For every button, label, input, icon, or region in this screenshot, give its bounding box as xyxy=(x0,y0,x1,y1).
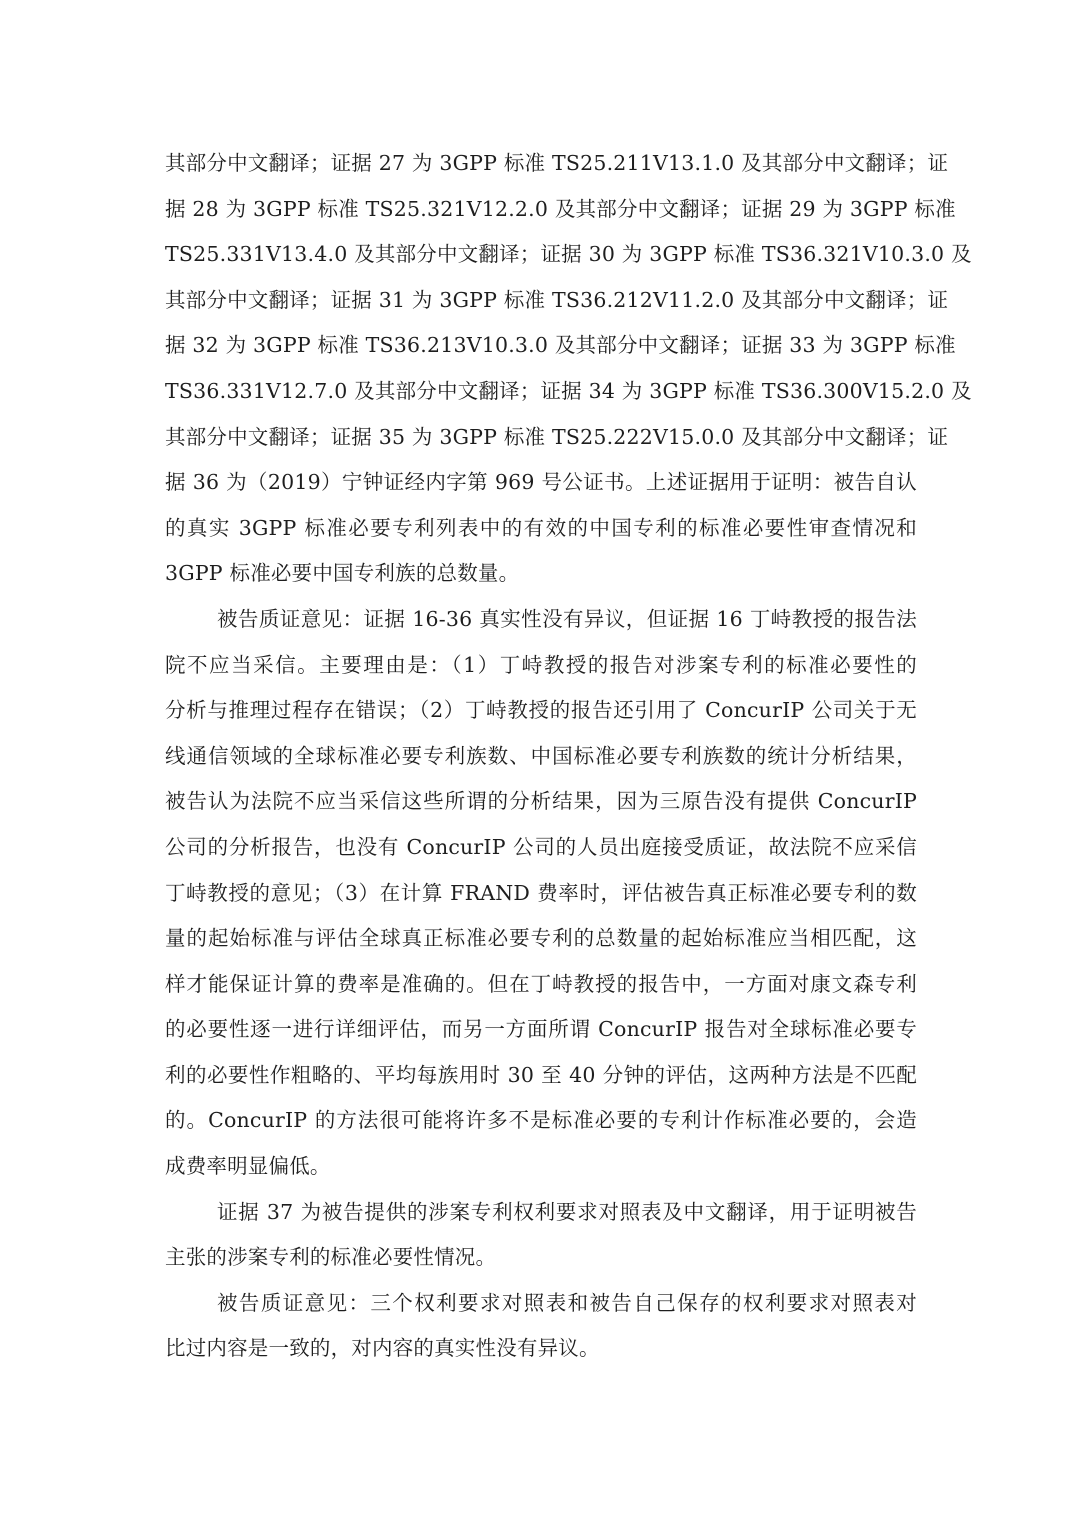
text-line: 其部分中文翻译；证据 27 为 3GPP 标准 TS25.211V13.1.0 及其部分中文翻译；证 xyxy=(165,151,949,175)
body-text xyxy=(165,141,972,1372)
text-line: 其部分中文翻译；证据 31 为 3GPP 标准 TS36.212V11.2.0 及其部分中文翻译；证 xyxy=(165,287,949,312)
text-line: 据 32 为 3GPP 标准 TS36.213V10.3.0 及其部分中文翻译；证据 33 为 3GPP 标准 xyxy=(165,333,956,358)
text-line: TS25.331V13.4.0 及其部分中文翻译；证据 30 为 3GPP 标准 TS36.321V10.3.0 及 xyxy=(165,242,972,267)
paragraph-start-line: 被告质证意见：证据 16-36 真实性没有异议，但证据 16 丁峙教授的报告法 xyxy=(217,606,917,631)
text-line: 的真实 3GPP 标准必要专利列表中的有效的中国专利的标准必要性审查情况和 xyxy=(165,515,917,540)
text-line: 其部分中文翻译；证据 35 为 3GPP 标准 TS25.222V15.0.0 及其部分中文翻译；证 xyxy=(165,424,949,449)
text-line: 的必要性逐一进行详细评估，而另一方面所谓 ConcurIP 报告对全球标准必要专 xyxy=(165,1017,917,1042)
text-line: 丁峙教授的意见；（3）在计算 FRAND 费率时，评估被告真正标准必要专利的数 xyxy=(165,880,917,905)
text-line: 线通信领域的全球标准必要专利族数、中国标准必要专利族数的统计分析结果， xyxy=(165,743,917,768)
text-line: 比过内容是一致的，对内容的真实性没有异议。 xyxy=(165,1336,600,1361)
text-line: 样才能保证计算的费率是准确的。但在丁峙教授的报告中，一方面对康文森专利 xyxy=(165,971,917,996)
text-line: 利的必要性作粗略的、平均每族用时 30 至 40 分钟的评估，这两种方法是不匹配 xyxy=(165,1062,917,1087)
text-line: 的。ConcurIP 的方法很可能将许多不是标准必要的专利计作标准必要的，会造 xyxy=(165,1108,917,1133)
text-line: 被告认为法院不应当采信这些所谓的分析结果，因为三原告没有提供 ConcurIP xyxy=(165,789,917,814)
paragraph-start-line: 证据 37 为被告提供的涉案专利权利要求对照表及中文翻译，用于证明被告 xyxy=(217,1199,917,1224)
text-line: 据 28 为 3GPP 标准 TS25.321V12.2.0 及其部分中文翻译；证据 29 为 3GPP 标准 xyxy=(165,196,956,221)
text-line: 3GPP 标准必要中国专利族的总数量。 xyxy=(165,561,520,586)
text-line: 量的起始标准与评估全球真正标准必要专利的总数量的起始标准应当相匹配，这 xyxy=(165,926,917,951)
text-line: TS36.331V12.7.0 及其部分中文翻译；证据 34 为 3GPP 标准 TS36.300V15.2.0 及 xyxy=(165,378,972,403)
text-line: 院不应当采信。主要理由是：（1）丁峙教授的报告对涉案专利的标准必要性的 xyxy=(165,652,917,677)
text-line: 成费率明显偏低。 xyxy=(165,1154,331,1179)
text-line: 分析与推理过程存在错误；（2）丁峙教授的报告还引用了 ConcurIP 公司关于无 xyxy=(165,698,917,723)
text-line: 主张的涉案专利的标准必要性情况。 xyxy=(165,1245,497,1270)
text-line: 据 36 为（2019）宁钟证经内字第 969 号公证书。上述证据用于证明：被告自认 xyxy=(165,470,917,495)
text-line: 公司的分析报告，也没有 ConcurIP 公司的人员出庭接受质证，故法院不应采信 xyxy=(165,834,917,859)
paragraph-start-line: 被告质证意见：三个权利要求对照表和被告自己保存的权利要求对照表对 xyxy=(217,1290,917,1315)
